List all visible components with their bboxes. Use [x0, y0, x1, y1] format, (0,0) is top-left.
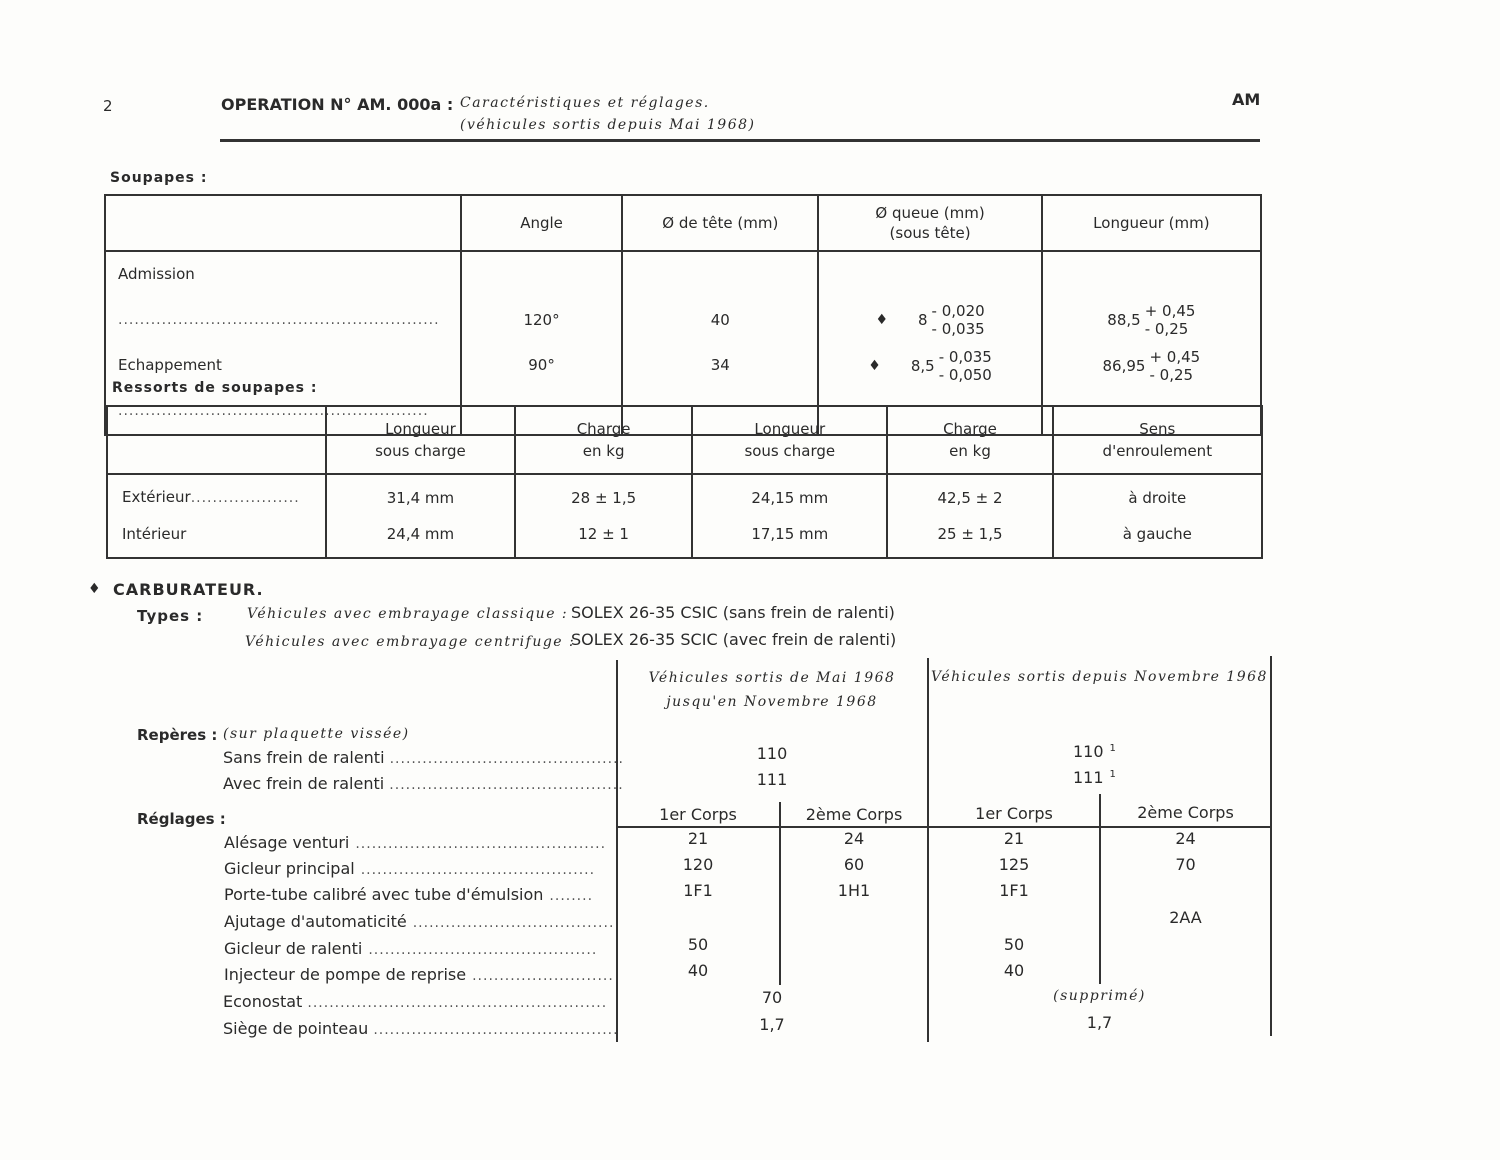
ressorts-c3: 24,15 mm 17,15 mm: [692, 474, 887, 558]
col-sens: Sens d'enroulement: [1053, 406, 1262, 474]
col-longueur-2: Longueur sous charge: [692, 406, 887, 474]
carb-line-left: [616, 660, 618, 1042]
angle-admission: 120°: [523, 311, 560, 329]
reglages-label: Réglages :: [137, 810, 226, 828]
corps1-b: 1er Corps: [975, 804, 1053, 823]
tete-echappement: 34: [710, 356, 730, 374]
reglage-value-a1: 1F1: [683, 881, 713, 900]
col-longueur-1: Longueur sous charge: [326, 406, 515, 474]
ressorts-c4: 42,5 ± 2 25 ± 1,5: [887, 474, 1052, 558]
type2-value: SOLEX 26-35 SCIC (avec frein de ralenti): [571, 630, 897, 649]
repere-a-avec: 111: [756, 770, 788, 789]
queue-echappement: ♦ 8,5 - 0,035 - 0,050: [868, 348, 992, 384]
reglage-value-a1: 50: [687, 935, 709, 954]
leader-dots: .....................................: [412, 915, 615, 931]
carb-line-b-split: [1099, 794, 1101, 984]
col-queue-l1: Ø queue (mm): [875, 204, 985, 222]
col-charge-2: Charge en kg: [887, 406, 1052, 474]
repere-row-sans: Sans frein de ralenti ...........................................: [223, 748, 624, 767]
page-title: Caractéristiques et réglages.: [460, 95, 710, 111]
model-code: AM: [1232, 90, 1261, 109]
reglage-label: Alésage venturi: [224, 833, 350, 852]
reglage-row: [224, 965, 614, 984]
type1-value: SOLEX 26-35 CSIC (sans frein de ralenti): [571, 603, 895, 622]
col-charge-1: Charge en kg: [515, 406, 692, 474]
reperes-label: Repères :: [137, 726, 218, 744]
soupapes-table: [104, 194, 1262, 436]
reglage-value-a2: 1H1: [837, 881, 871, 900]
reglage-label: Injecteur de pompe de reprise: [224, 965, 467, 984]
col-a-header-l2: jusqu'en Novembre 1968: [666, 694, 878, 710]
carb-corps-rule: [616, 826, 1272, 828]
econostat-row: Econostat .......................................................: [223, 992, 608, 1011]
ressorts-table: [106, 405, 1263, 559]
reglage-value-a1: 21: [687, 829, 709, 848]
reglage-value-b2: 2AA: [1169, 908, 1202, 927]
soupapes-header-blank: [105, 195, 461, 251]
col-longueur: Longueur (mm): [1042, 195, 1261, 251]
reglage-value-b1: 50: [1003, 935, 1025, 954]
reglage-row: [224, 939, 597, 958]
repere-b-sans: 110 $^1$: [1073, 742, 1116, 761]
diamond-icon: ♦: [88, 581, 101, 597]
reglage-value-b2: 24: [1175, 829, 1196, 848]
operation-number: OPERATION N° AM. 000a :: [221, 95, 454, 114]
col-queue: [818, 195, 1041, 251]
leader-dots: ........: [549, 888, 594, 904]
reglage-value-a1: 120: [682, 855, 714, 874]
reglage-value-b2: 70: [1175, 855, 1196, 874]
row-exterieur: Extérieur....................: [122, 488, 300, 506]
reglage-value-b1: 21: [1003, 829, 1025, 848]
col-a-header-l1: Véhicules sortis de Mai 1968: [648, 670, 896, 686]
longueur-echappement: 86,95 + 0,45 - 0,25: [1102, 348, 1201, 384]
repere-a-sans: 110: [756, 744, 788, 763]
reglage-value-a2: 60: [843, 855, 865, 874]
type2-desc: Véhicules avec embrayage centrifuge :: [245, 634, 576, 650]
reglage-label: Ajutage d'automaticité: [224, 912, 407, 931]
ressorts-header-blank: [107, 406, 326, 474]
corps1-a: 1er Corps: [659, 805, 737, 824]
ressorts-c5: à droite à gauche: [1053, 474, 1262, 558]
reglage-label: Gicleur de ralenti: [224, 939, 363, 958]
ressorts-c2: 28 ± 1,5 12 ± 1: [515, 474, 692, 558]
diamond-icon: ♦: [875, 312, 888, 328]
types-label: Types :: [137, 607, 204, 625]
econostat-b: (supprimé): [1053, 988, 1146, 1004]
col-tete: Ø de tête (mm): [622, 195, 818, 251]
col-b-header: Véhicules sortis depuis Novembre 1968: [931, 669, 1268, 685]
page-subtitle: (véhicules sortis depuis Mai 1968): [460, 117, 756, 133]
reglage-row: [224, 833, 606, 852]
row-echappement: Echappement .........................................................: [118, 356, 429, 419]
leader-dots: ...........................................: [360, 862, 596, 878]
reglage-value-b1: 1F1: [999, 881, 1029, 900]
reglage-value-a2: 24: [843, 829, 865, 848]
reglage-value-b1: 40: [1003, 961, 1025, 980]
row-admission: Admission ...........................................................: [118, 265, 440, 328]
reglage-label: Porte-tube calibré avec tube d'émulsion: [224, 885, 544, 904]
type1-desc: Véhicules avec embrayage classique :: [247, 606, 569, 622]
reglage-row: [224, 885, 593, 904]
reglage-label: Gicleur principal: [224, 859, 355, 878]
reperes-note: (sur plaquette vissée): [223, 726, 410, 742]
leader-dots: ..........................: [472, 968, 614, 984]
ressorts-labels: [107, 474, 326, 558]
repere-b-avec: 111 $^1$: [1073, 768, 1116, 787]
section-title-ressorts: Ressorts de soupapes :: [112, 380, 318, 396]
leader-dots: ..........................................: [368, 942, 598, 958]
row-interieur: Intérieur: [122, 525, 187, 543]
leader-dots: ..............................................: [355, 836, 607, 852]
pointeau-row: Siège de pointeau .............................................: [223, 1019, 619, 1038]
reglage-row: [224, 859, 595, 878]
longueur-admission: 88,5 + 0,45 - 0,25: [1107, 302, 1196, 338]
pointeau-a: 1,7: [759, 1015, 785, 1034]
reglage-value-b1: 125: [998, 855, 1030, 874]
corps2-b: 2ème Corps: [1137, 803, 1234, 822]
tete-admission: 40: [710, 311, 730, 329]
repere-row-avec: Avec frein de ralenti ...........................................: [223, 774, 624, 793]
pointeau-b: 1,7: [1086, 1013, 1113, 1032]
reglage-value-a1: 40: [687, 961, 709, 980]
angle-echappement: 90°: [528, 356, 555, 374]
carb-line-mid: [927, 658, 929, 1042]
section-title-soupapes: Soupapes :: [110, 170, 208, 186]
header-rule: [220, 139, 1260, 142]
section-title-carburateur: CARBURATEUR.: [113, 580, 264, 599]
col-angle: Angle: [461, 195, 622, 251]
reglage-row: [224, 912, 614, 931]
carb-line-right: [1270, 656, 1272, 1036]
col-queue-l2: (sous tête): [889, 224, 971, 242]
diamond-icon: ♦: [868, 358, 881, 374]
ressorts-c1: 31,4 mm 24,4 mm: [326, 474, 515, 558]
econostat-a: 70: [761, 988, 783, 1007]
page-number: 2: [103, 97, 113, 115]
queue-admission: ♦ 8 - 0,020 - 0,035: [875, 302, 985, 338]
corps2-a: 2ème Corps: [805, 805, 903, 824]
